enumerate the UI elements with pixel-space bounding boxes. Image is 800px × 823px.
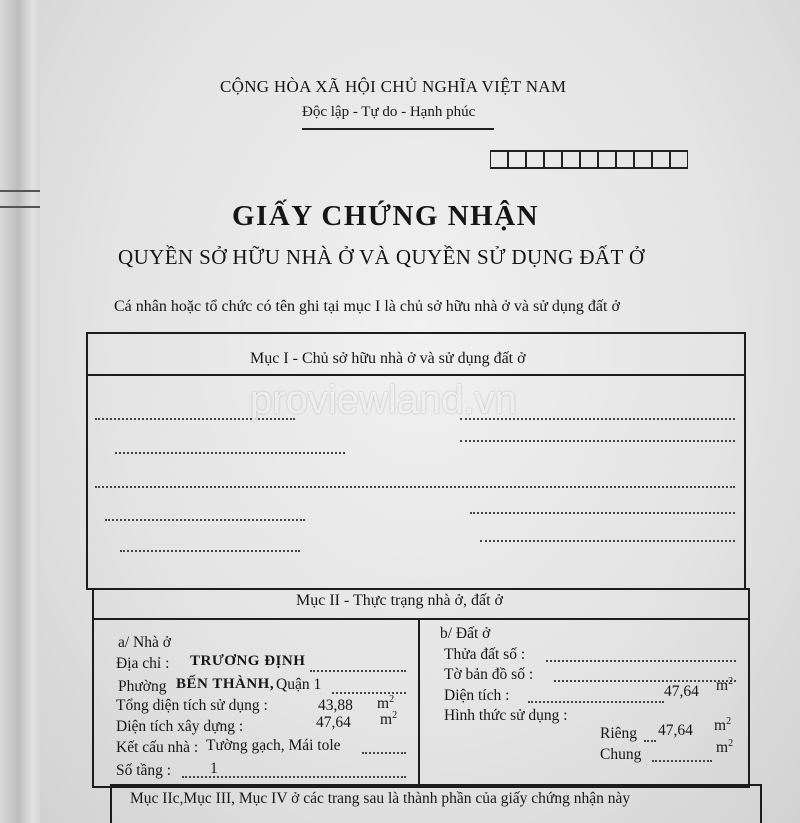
land-area-value: 47,64	[664, 683, 699, 700]
section-2-column-divider	[418, 618, 420, 788]
blank-line	[120, 550, 300, 552]
blank-line	[652, 760, 712, 762]
blank-line	[546, 660, 736, 662]
blank-line	[332, 692, 406, 694]
blank-line	[460, 440, 735, 442]
private-label: Riêng	[600, 725, 638, 742]
section-1-divider	[86, 374, 746, 376]
intro-statement: Cá nhân hoặc tổ chức có tên ghi tại mục I là chủ sở hữu nhà ở và sử dụng đất ở	[114, 298, 620, 315]
total-area-unit: $m^2$	[377, 694, 395, 713]
blank-line	[95, 486, 735, 488]
address-value: TRƯƠNG ĐỊNH	[190, 653, 306, 669]
built-area-value: 47,64	[316, 714, 351, 731]
shared-label: Chung	[600, 746, 642, 763]
usage-form-label: Hình thức sử dụng :	[444, 707, 568, 724]
watermark: proviewland.vn	[250, 378, 517, 422]
section-1-title: Mục I - Chủ sở hữu nhà ở và sử dụng đất ở	[250, 350, 526, 367]
binding-string	[0, 190, 40, 192]
blank-line	[105, 519, 305, 521]
private-unit: $m^2$	[714, 716, 732, 735]
certificate-title: GIẤY CHỨNG NHẬN	[232, 200, 540, 232]
blank-line	[115, 452, 345, 454]
nation-header: CỘNG HÒA XÃ HỘI CHỦ NGHĨA VIỆT NAM	[220, 77, 567, 96]
built-area-label: Diện tích xây dựng :	[116, 718, 244, 735]
land-heading: b/ Đất ở	[440, 625, 491, 642]
house-heading: a/ Nhà ở	[118, 634, 171, 651]
shared-unit: $m^2$	[716, 738, 734, 757]
blank-line	[528, 701, 664, 703]
blank-line	[182, 776, 406, 778]
parcel-label: Thửa đất số :	[444, 646, 526, 663]
structure-value: Tường gạch, Mái tole	[206, 737, 341, 754]
land-area-unit: $m^2$	[716, 676, 734, 695]
blank-line	[480, 540, 735, 542]
blank-line	[362, 752, 406, 754]
binding-string	[0, 206, 40, 208]
private-value: 47,64	[658, 722, 693, 739]
section-2-title: Mục II - Thực trạng nhà ở, đất ở	[296, 592, 504, 609]
section-2-divider	[92, 618, 750, 620]
total-area-label: Tổng diện tích sử dụng :	[116, 697, 268, 714]
built-area-unit: $m^2$	[380, 710, 398, 729]
land-area-label: Diện tích :	[444, 687, 510, 704]
certificate-subtitle: QUYỀN SỞ HỮU NHÀ Ở VÀ QUYỀN SỬ DỤNG ĐẤT Ở	[118, 245, 645, 269]
ward-label: Phường	[118, 678, 167, 695]
footer-note: Mục IIc,Mục III, Mục IV ở các trang sau là thành phần của giấy chứng nhận này	[130, 790, 631, 807]
blank-line	[644, 740, 656, 742]
motto-underline	[302, 128, 494, 130]
total-area-value: 43,88	[318, 697, 353, 714]
map-sheet-label: Tờ bản đồ số :	[444, 666, 534, 683]
serial-number-boxes	[490, 150, 688, 169]
blank-line	[554, 680, 736, 682]
blank-line	[310, 670, 406, 672]
district-value: Quận 1	[276, 676, 322, 693]
blank-line	[470, 512, 735, 514]
motto: Độc lập - Tự do - Hạnh phúc	[302, 104, 476, 120]
floors-value: 1	[210, 760, 218, 777]
ward-value: BẾN THÀNH,	[176, 676, 275, 692]
floors-label: Số tầng :	[116, 762, 172, 779]
address-label: Địa chỉ :	[116, 655, 170, 672]
structure-label: Kết cấu nhà :	[116, 739, 199, 756]
